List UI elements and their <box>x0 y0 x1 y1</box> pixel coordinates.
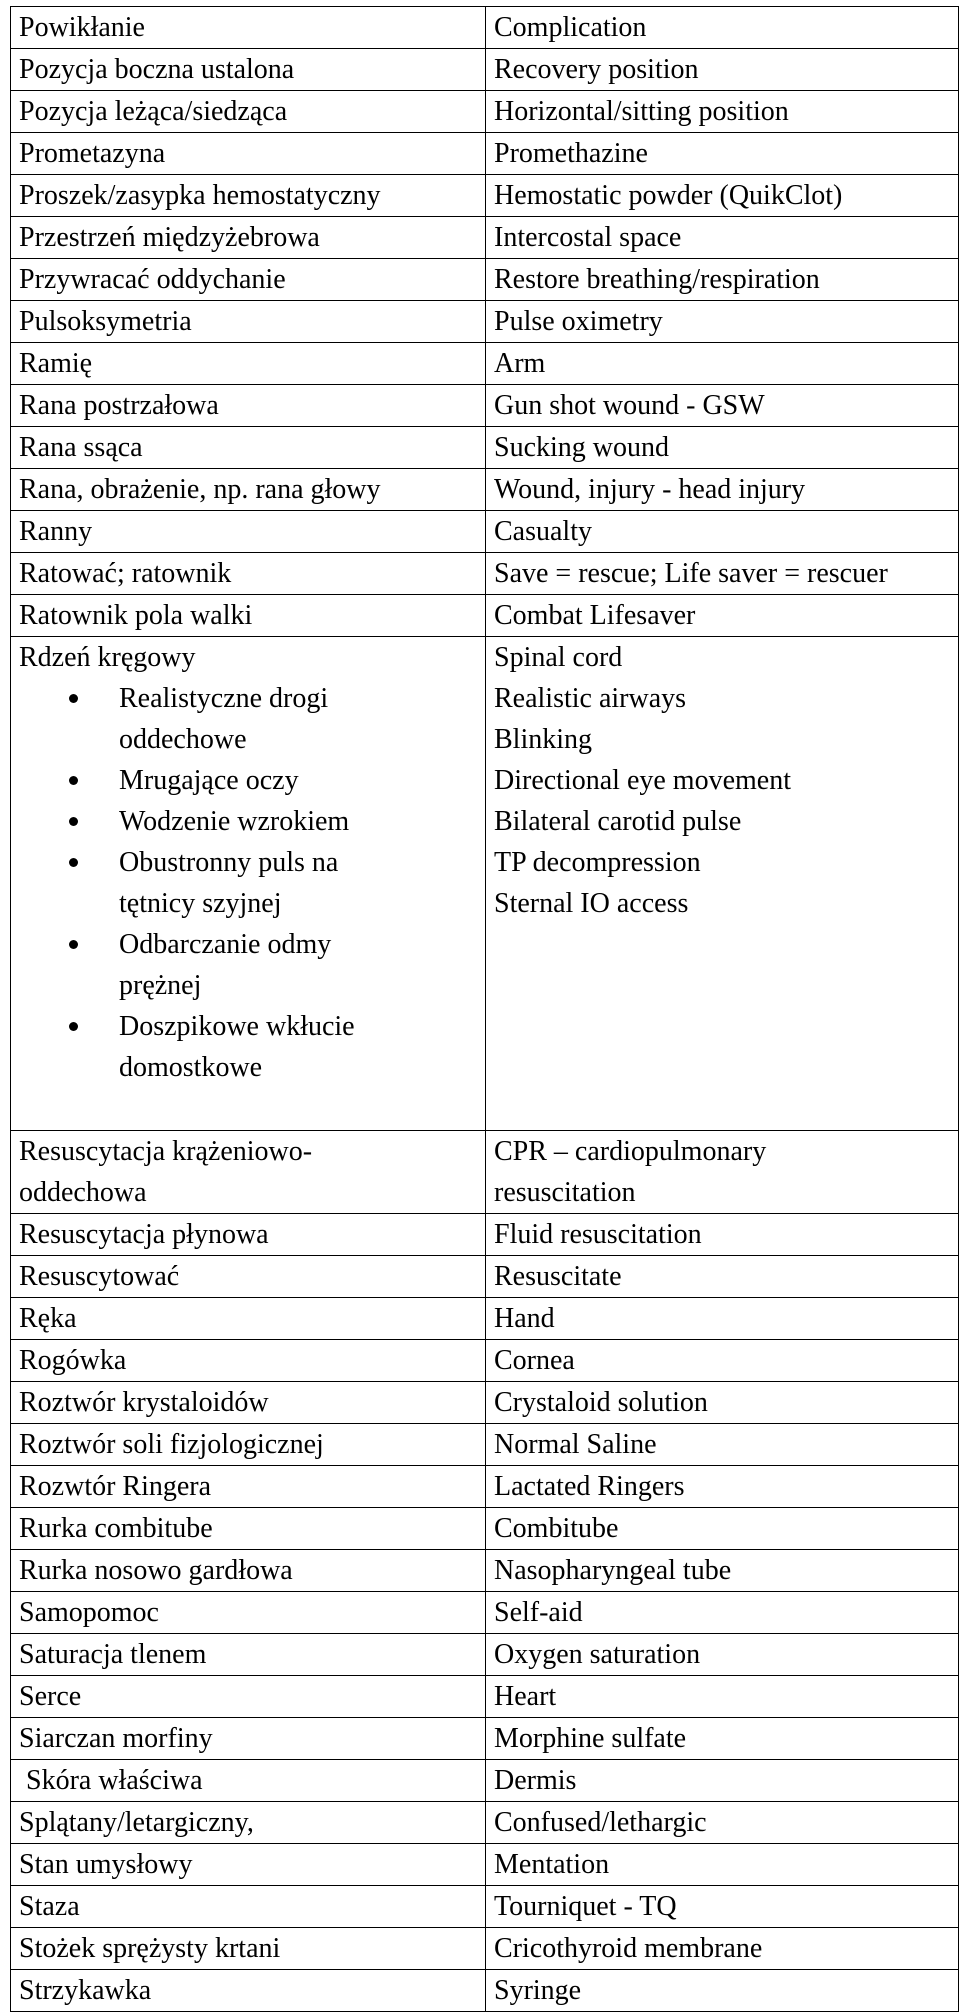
list-item: Realistic airways <box>494 683 687 714</box>
polish-term: Proszek/zasypka hemostatyczny <box>11 175 486 217</box>
english-term: Heart <box>486 1676 959 1718</box>
list-item: Bilateral carotid pulse <box>494 806 742 837</box>
polish-term: Przywracać oddychanie <box>11 259 486 301</box>
polish-term: Ranny <box>11 511 486 553</box>
feature-list-english-cell <box>486 678 959 1131</box>
table-row <box>11 7 959 49</box>
list-item: Odbarczanie odmy prężnej <box>65 924 419 1006</box>
english-term: Lactated Ringers <box>486 1466 959 1508</box>
polish-term: Roztwór soli fizjologicznej <box>11 1424 486 1466</box>
glossary-table <box>10 6 959 2012</box>
english-term: Cricothyroid membrane <box>486 1928 959 1970</box>
polish-term: Prometazyna <box>11 133 486 175</box>
polish-term: Pozycja boczna ustalona <box>11 49 486 91</box>
table-row <box>11 1550 959 1592</box>
polish-term: Stan umysłowy <box>11 1844 486 1886</box>
polish-term: Pulsoksymetria <box>11 301 486 343</box>
table-row <box>11 1886 959 1928</box>
polish-term: Rogówka <box>11 1340 486 1382</box>
english-term: Recovery position <box>486 49 959 91</box>
table-row <box>11 595 959 637</box>
table-row <box>11 175 959 217</box>
polish-term: Powikłanie <box>11 7 486 49</box>
table-row <box>11 343 959 385</box>
polish-term: Rana ssąca <box>11 427 486 469</box>
polish-term: Siarczan morfiny <box>11 1718 486 1760</box>
table-row <box>11 1256 959 1298</box>
polish-term: Strzykawka <box>11 1970 486 2012</box>
english-term: Complication <box>486 7 959 49</box>
polish-term: Rana, obrażenie, np. rana głowy <box>11 469 486 511</box>
polish-term: Rozwtór Ringera <box>11 1466 486 1508</box>
table-row <box>11 1340 959 1382</box>
list-item: Obustronny puls na tętnicy szyjnej <box>65 842 419 924</box>
table-row <box>11 1760 959 1802</box>
glossary-document <box>10 6 958 2012</box>
table-row <box>11 91 959 133</box>
table-row <box>11 511 959 553</box>
english-term: Hand <box>486 1298 959 1340</box>
english-term: Normal Saline <box>486 1424 959 1466</box>
polish-term: Roztwór krystaloidów <box>11 1382 486 1424</box>
english-term: CPR – cardiopulmonary resuscitation <box>486 1131 959 1214</box>
feature-list-polish-cell <box>11 678 486 1131</box>
english-term: Mentation <box>486 1844 959 1886</box>
english-term: Cornea <box>486 1340 959 1382</box>
english-term: Spinal cord <box>486 637 959 679</box>
glossary-table-body <box>11 7 959 2012</box>
list-item: Sternal IO access <box>494 888 689 919</box>
table-row <box>11 259 959 301</box>
table-row <box>11 49 959 91</box>
polish-term: Ratownik pola walki <box>11 595 486 637</box>
list-item: Directional eye movement <box>494 765 791 796</box>
list-item: Blinking <box>494 724 593 755</box>
english-term: Casualty <box>486 511 959 553</box>
table-row <box>11 469 959 511</box>
table-row <box>11 1382 959 1424</box>
polish-term: Staza <box>11 1886 486 1928</box>
polish-term: Samopomoc <box>11 1592 486 1634</box>
table-row <box>11 1634 959 1676</box>
polish-term: Resuscytować <box>11 1256 486 1298</box>
english-term: Gun shot wound - GSW <box>486 385 959 427</box>
table-row <box>11 217 959 259</box>
table-row <box>11 427 959 469</box>
list-item: TP decompression <box>494 847 701 878</box>
table-row <box>11 637 959 679</box>
english-term: Combitube <box>486 1508 959 1550</box>
polish-term: Rana postrzałowa <box>11 385 486 427</box>
english-term: Hemostatic powder (QuikClot) <box>486 175 959 217</box>
polish-term: Serce <box>11 1676 486 1718</box>
english-term: Oxygen saturation <box>486 1634 959 1676</box>
polish-term: Saturacja tlenem <box>11 1634 486 1676</box>
english-term: Restore breathing/respiration <box>486 259 959 301</box>
english-term: Confused/lethargic <box>486 1802 959 1844</box>
english-term: Self-aid <box>486 1592 959 1634</box>
table-row <box>11 1844 959 1886</box>
polish-term: Rdzeń kręgowy <box>11 637 486 679</box>
english-term: Promethazine <box>486 133 959 175</box>
english-term: Save = rescue; Life saver = rescuer <box>486 553 959 595</box>
table-row <box>11 1970 959 2012</box>
table-row <box>11 1592 959 1634</box>
table-row <box>11 553 959 595</box>
list-item: Doszpikowe wkłucie domostkowe <box>65 1006 419 1088</box>
polish-term: Resuscytacja krążeniowo-oddechowa <box>11 1131 486 1214</box>
english-term: Fluid resuscitation <box>486 1214 959 1256</box>
polish-term: Ręka <box>11 1298 486 1340</box>
feature-list-polish <box>11 678 485 1130</box>
table-row <box>11 1802 959 1844</box>
table-row <box>11 1718 959 1760</box>
english-term: Intercostal space <box>486 217 959 259</box>
polish-term: Rurka nosowo gardłowa <box>11 1550 486 1592</box>
english-term: Crystaloid solution <box>486 1382 959 1424</box>
table-row <box>11 1131 959 1214</box>
polish-term: Resuscytacja płynowa <box>11 1214 486 1256</box>
table-row <box>11 301 959 343</box>
table-row <box>11 1298 959 1340</box>
list-item: Mrugające oczy <box>65 760 419 801</box>
table-row <box>11 385 959 427</box>
english-term: Morphine sulfate <box>486 1718 959 1760</box>
polish-term: Przestrzeń międzyżebrowa <box>11 217 486 259</box>
english-term: Pulse oximetry <box>486 301 959 343</box>
english-term: Dermis <box>486 1760 959 1802</box>
polish-term: Ratować; ratownik <box>11 553 486 595</box>
list-item: Realistyczne drogi oddechowe <box>65 678 419 760</box>
table-row <box>11 1508 959 1550</box>
table-row <box>11 133 959 175</box>
english-term: Resuscitate <box>486 1256 959 1298</box>
english-term: Combat Lifesaver <box>486 595 959 637</box>
polish-term: Skóra właściwa <box>11 1760 486 1802</box>
list-item: Wodzenie wzrokiem <box>65 801 419 842</box>
polish-term: Pozycja leżąca/siedząca <box>11 91 486 133</box>
table-row <box>11 1928 959 1970</box>
english-term: Arm <box>486 343 959 385</box>
table-row <box>11 1466 959 1508</box>
english-term: Horizontal/sitting position <box>486 91 959 133</box>
polish-term: Ramię <box>11 343 486 385</box>
polish-term: Rurka combitube <box>11 1508 486 1550</box>
english-term: Sucking wound <box>486 427 959 469</box>
english-term: Tourniquet - TQ <box>486 1886 959 1928</box>
table-row <box>11 1676 959 1718</box>
english-term: Wound, injury - head injury <box>486 469 959 511</box>
table-row-features <box>11 678 959 1131</box>
polish-term: Stożek sprężysty krtani <box>11 1928 486 1970</box>
english-term: Syringe <box>486 1970 959 2012</box>
polish-term: Splątany/letargiczny, <box>11 1802 486 1844</box>
english-term: Nasopharyngeal tube <box>486 1550 959 1592</box>
table-row <box>11 1424 959 1466</box>
table-row <box>11 1214 959 1256</box>
